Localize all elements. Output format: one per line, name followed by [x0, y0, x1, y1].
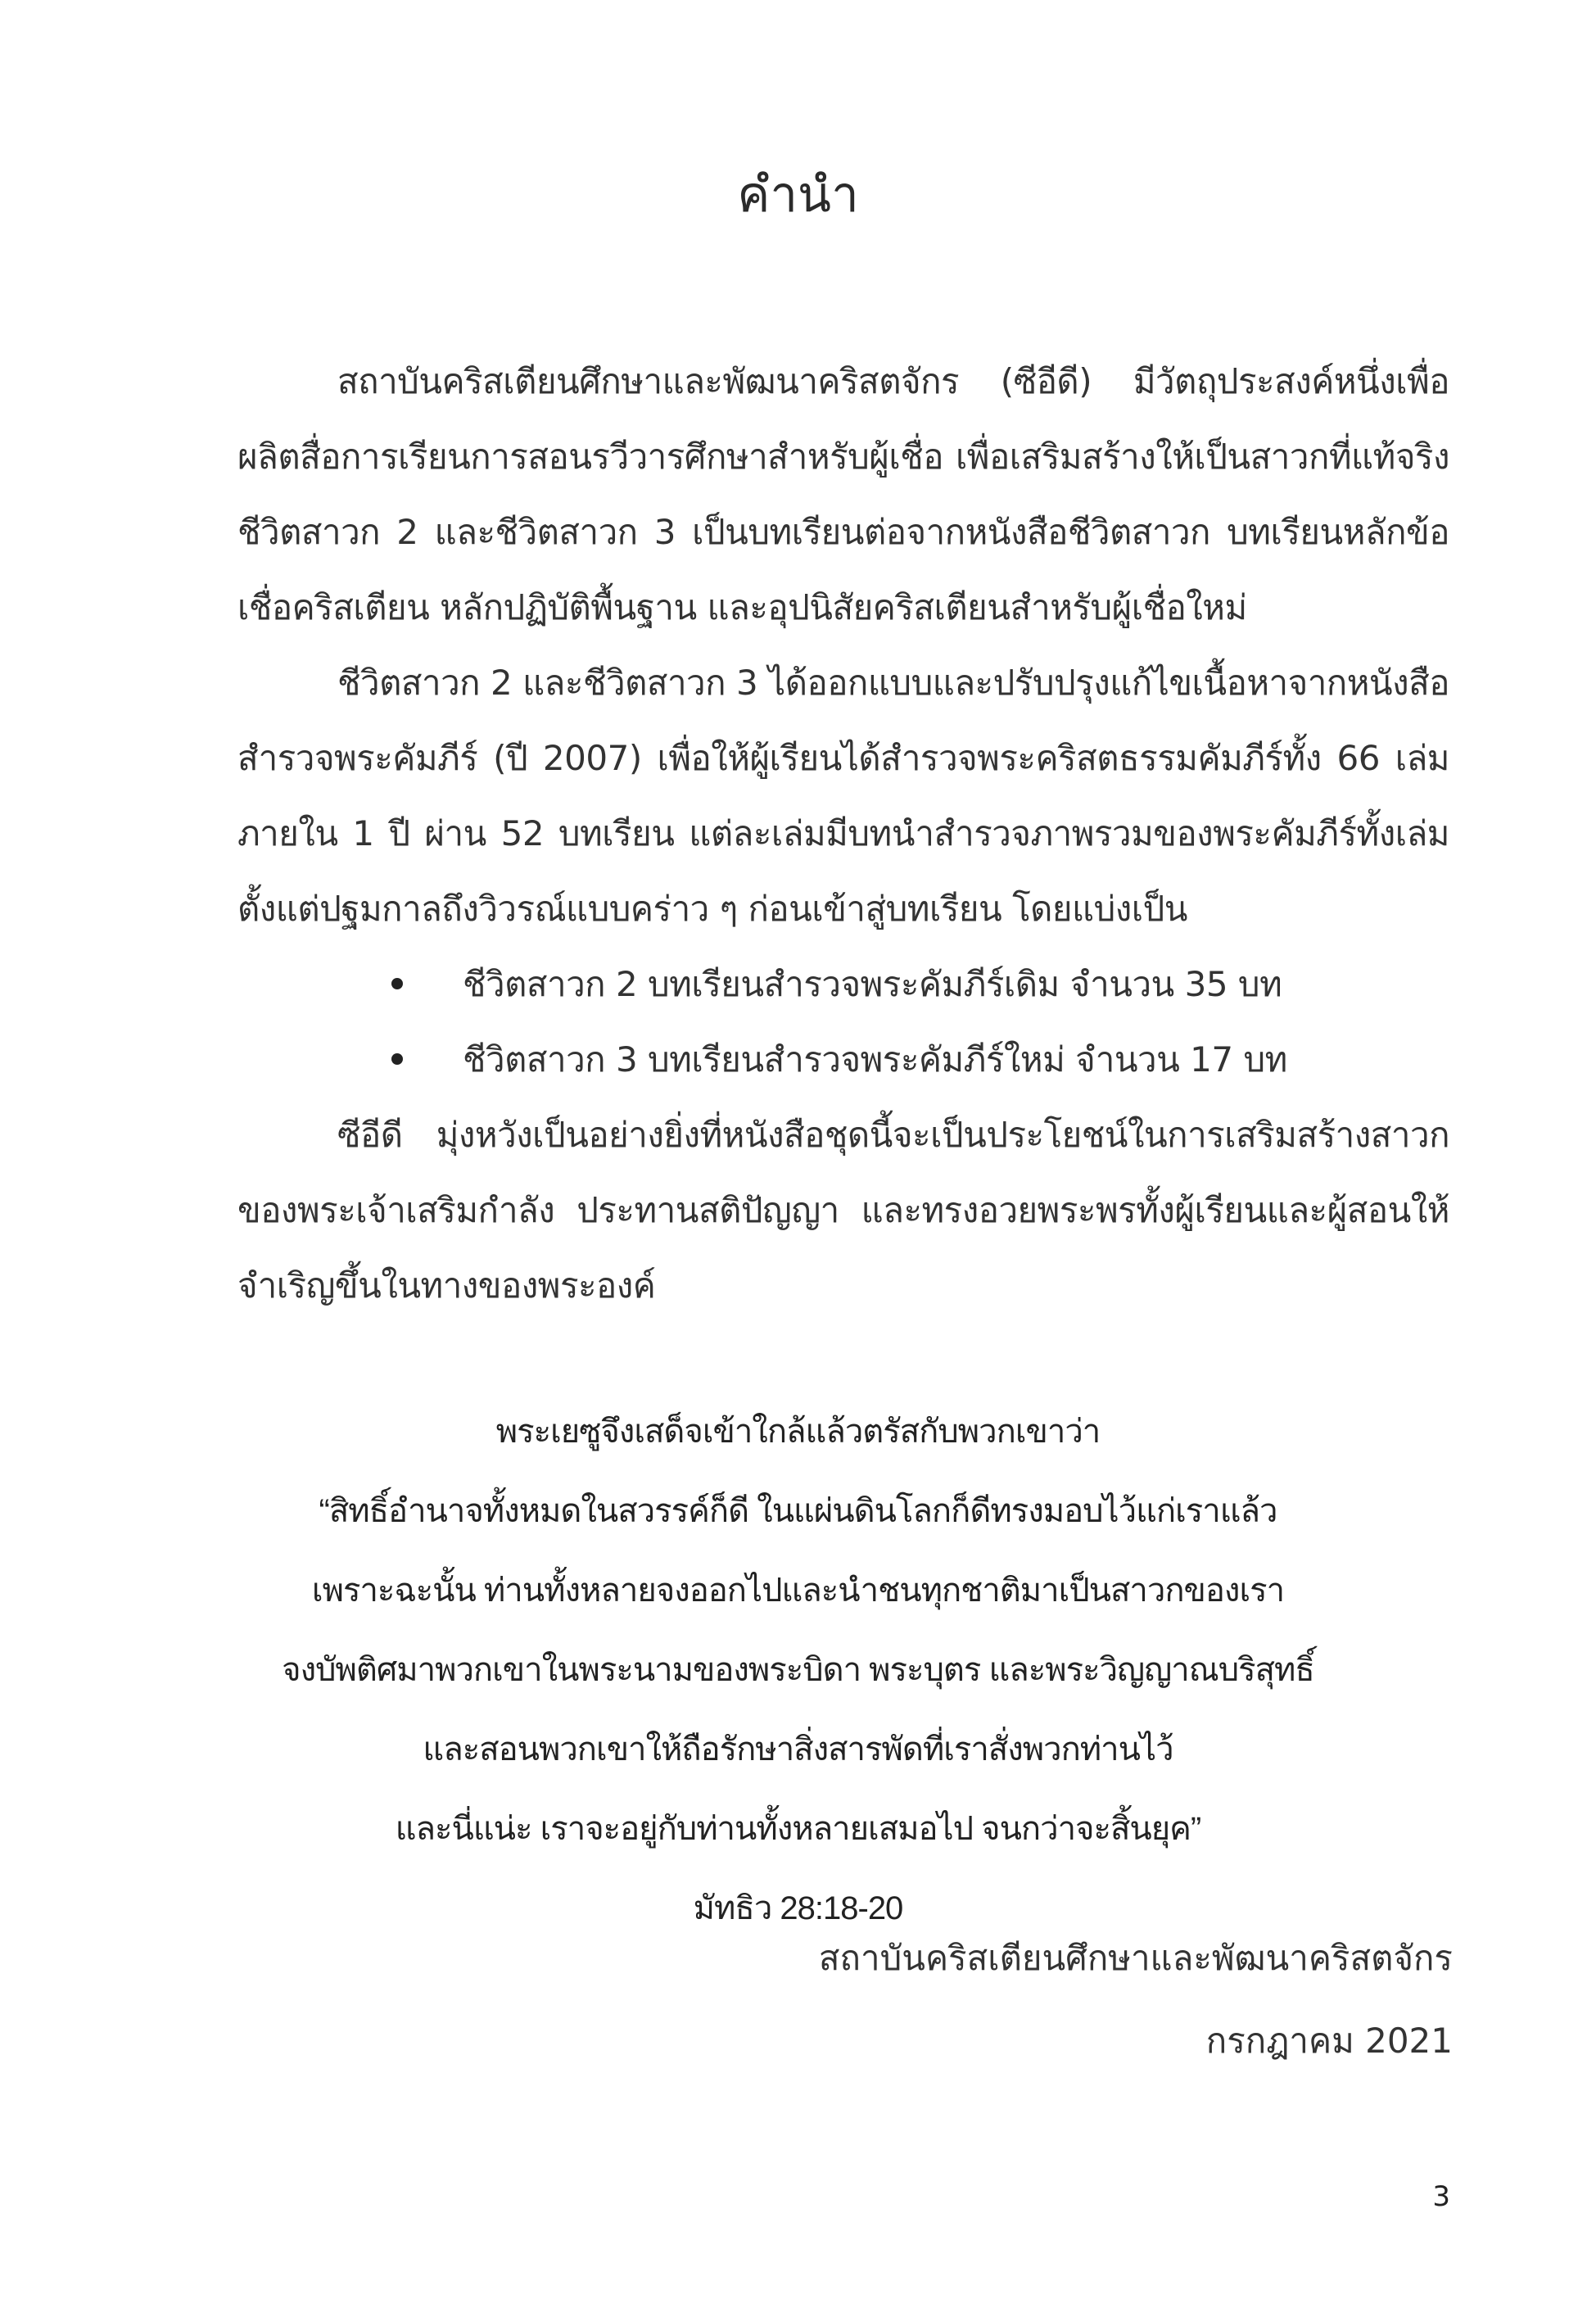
quote-line: และนี่แน่ะ เราจะอยู่กับท่านทั้งหลายเสมอไป จนกว่าจะสิ้นยุค” — [395, 1811, 1201, 1847]
list-item-text: ชีวิตสาวก 3 บทเรียนสำรวจพระคัมภีร์ใหม่ จำนวน 17 บท — [463, 1039, 1287, 1080]
quote-line: พระเยซูจึงเสด็จเข้าใกล้แล้วตรัสกับพวกเขาว่า — [495, 1414, 1101, 1450]
page-title: คำนำ — [737, 166, 859, 224]
list-item — [237, 1022, 1449, 1098]
paragraph-intro: สถาบันคริสเตียนศึกษาและพัฒนาคริสตจักร (ซีอีดี) มีวัตถุประสงค์หนึ่งเพื่อผลิตสื่อการเรียนการสอนรวีวารศึกษาสำหรับผู้เชื่อ เพื่อเสริมสร้างให้เป็นสาวกที่แท้จริง ชีวิตสาวก 2 และชีวิตสาวก 3 เป็นบทเรียนต่อจากหนังสือชีวิตสาวก บทเรียนหลักข้อเชื่อคริสเตียน หลักปฏิบัติพื้นฐาน และอุปนิสัยคริสเตียนสำหรับผู้เชื่อใหม่ — [237, 361, 1449, 627]
list-item-text: ชีวิตสาวก 2 บทเรียนสำรวจพระคัมภีร์เดิม จำนวน 35 บท — [463, 964, 1282, 1004]
bullet-dot-icon — [391, 1053, 403, 1065]
paragraph-description: ชีวิตสาวก 2 และชีวิตสาวก 3 ได้ออกแบบและปรับปรุงแก้ไขเนื้อหาจากหนังสือสำรวจพระคัมภีร์ (ปี 2007) เพื่อให้ผู้เรียนได้สำรวจพระคริสตธรรมคัมภีร์ทั้ง 66 เล่มภายใน 1 ปี ผ่าน 52 บทเรียน แต่ละเล่มมีบทนำสำรวจภาพรวมของพระคัมภีร์ทั้งเล่มตั้งแต่ปฐมกาลถึงวิวรณ์แบบคร่าว ๆ ก่อนเข้าสู่บทเรียน โดยแบ่งเป็น — [237, 663, 1449, 929]
page-number: 3 — [1432, 2180, 1450, 2213]
quote-reference: มัทธิว 28:18-20 — [693, 1890, 903, 1926]
quote-line: “สิทธิ์อำนาจทั้งหมดในสวรรค์ก็ดี ในแผ่นดินโลกก็ดีทรงมอบไว้แก่เราแล้ว — [319, 1493, 1277, 1529]
quote-line: จงบัพติศมาพวกเขาในพระนามของพระบิดา พระบุตร และพระวิญญาณบริสุทธิ์ — [282, 1652, 1314, 1688]
list-item — [237, 947, 1449, 1022]
paragraph-closing: ซีอีดี มุ่งหวังเป็นอย่างยิ่งที่หนังสือชุดนี้จะเป็นประโยชน์ในการเสริมสร้างสาวกของพระเจ้าเสริมกำลัง ประทานสติปัญญา และทรงอวยพระพรทั้งผู้เรียนและผู้สอนให้จำเริญขึ้นในทางของพระองค์ — [237, 1115, 1449, 1306]
quote-line: และสอนพวกเขาให้ถือรักษาสิ่งสารพัดที่เราสั่งพวกท่านไว้ — [423, 1731, 1173, 1768]
signature-date: กรกฎาคม 2021 — [1205, 2021, 1453, 2061]
bullet-dot-icon — [391, 978, 403, 989]
signature-organization: สถาบันคริสเตียนศึกษาและพัฒนาคริสตจักร — [818, 1938, 1453, 1978]
quote-line: เพราะฉะนั้น ท่านทั้งหลายจงออกไปและนำชนทุกชาติมาเป็นสาวกของเรา — [311, 1573, 1285, 1609]
bullet-list — [237, 947, 1449, 1098]
scripture-quote — [0, 1392, 1596, 1949]
body-text — [237, 344, 1449, 1324]
signature-block — [819, 1917, 1453, 2082]
